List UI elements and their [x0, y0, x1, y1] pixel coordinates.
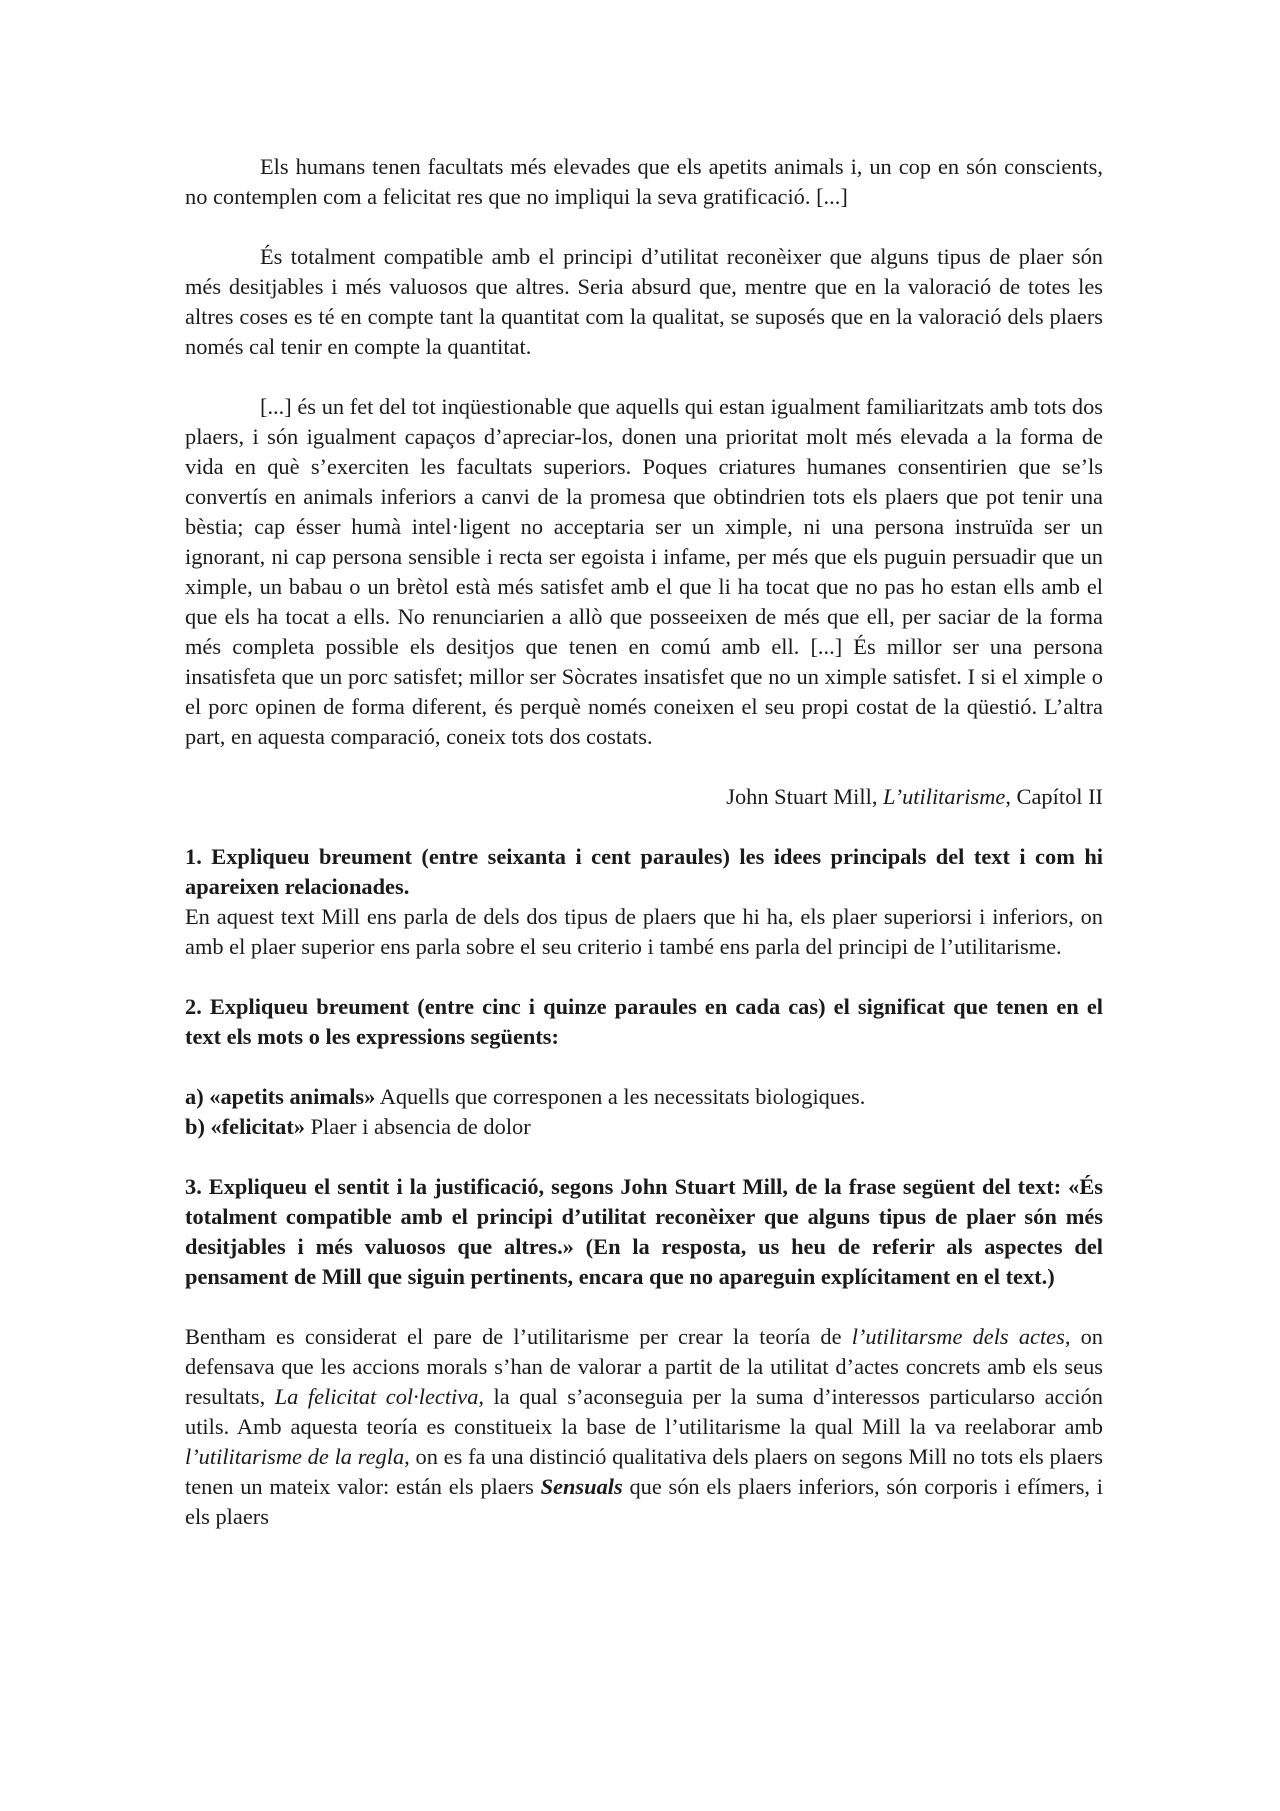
term-item-b: [185, 1112, 1103, 1142]
answer-italic-term: l’utilitarisme de la regla: [185, 1444, 405, 1469]
answer-text: que són els plaers inferiors, són corporis i efímers, i els plaers: [185, 1474, 1103, 1529]
answer-italic-term: l’utilitarsme dels actes: [851, 1324, 1065, 1349]
passage-paragraph-2: És totalment compatible amb el principi d’utilitat reconèixer que alguns tipus de plaer són més desitjables i més valuosos que altres. Seria absurd que, mentre que en la valoració de totes les altres coses es té en compte tant la quantitat com la qualitat, se suposés que en la valoració dels plaers només cal tenir en compte la quantitat.: [185, 244, 1103, 359]
answer-bold-italic-term: Sensuals: [540, 1474, 623, 1499]
answer-text: la qual s’aconseguia per la suma d’interessos particularso acción utils. Amb aquesta teoría es constitueix la base de l’utilitarisme la qual Mill la va reelaborar amb: [185, 1384, 1103, 1439]
answer-text: , on es fa una distinció qualitativa dels plaers on segons Mill no tots els plaers tenen un mateix valor: están els plaers: [185, 1444, 1103, 1499]
passage-paragraph-1: Els humans tenen facultats més elevades que els apetits animals i, un cop en són conscients, no contemplen com a felicitat res que no impliqui la seva gratificació. [...]: [185, 154, 1103, 209]
citation-work: L’utilitarisme: [883, 784, 1006, 809]
citation: [185, 782, 1103, 812]
question-2: 2. Expliqueu breument (entre cinc i quinze paraules en cada cas) el significat que tenen en el text els mots o les expressions següents:: [185, 994, 1103, 1049]
answer-3: [185, 1322, 1103, 1532]
passage-paragraph-3: [...] és un fet del tot inqüestionable que aquells qui estan igualment familiaritzats amb tots dos plaers, i són igualment capaços d’apreciar-los, donen una prioritat molt més elevada a la forma de vida en què s’exerciten les facultats superiors. Poques criatures humanes consentirien que se’ls convertís en animals inferiors a canvi de la promesa que obtindrien tots els plaers que pot tenir una bèstia; cap ésser humà intel·ligent no acceptaria ser un ximple, ni una persona instruïda ser un ignorant, ni cap persona sensible i recta ser egoista i infame, per més que els puguin persuadir que un ximple, un babau o un brètol està més satisfet amb el que li ha tocat que no pas ho estan ells amb el que els ha tocat a ells. No renunciarien a allò que posseeixen de més que ell, per saciar de la forma més completa possible els desitjos que tenen en comú amb ell. [...] És millor ser una persona insatisfeta que un porc satisfet; millor ser Sòcrates insatisfet que no un ximple satisfet. I si el ximple o el porc opinen de forma diferent, és perquè només coneixen el seu propi costat de la qüestió. L’altra part, en aquesta comparació, coneix tots dos costats.: [185, 394, 1103, 749]
term-answer: Plaer i absencia de dolor: [305, 1114, 531, 1139]
question-1: 1. Expliqueu breument (entre seixanta i cent paraules) les idees principals del text i com hi apareixen relacionades.: [185, 844, 1103, 899]
document-page: [185, 152, 1103, 1532]
term-label: b) «felicitat»: [185, 1114, 305, 1139]
citation-chapter: , Capítol II: [1005, 784, 1103, 809]
term-item-a: [185, 1082, 1103, 1112]
question-3: 3. Expliqueu el sentit i la justificació, segons John Stuart Mill, de la frase següent del text: «És totalment compatible amb el principi d’utilitat reconèixer que alguns tipus de plaer són més desitjables i més valuosos que altres.» (En la resposta, us heu de referir als aspectes del pensament de Mill que siguin pertinents, encara que no apareguin explícitament en el text.): [185, 1174, 1103, 1289]
answer-text: , on defensava que les accions morals s’han de valorar a partit de la utilitat d’actes concrets amb els seus resultats,: [185, 1324, 1103, 1409]
citation-author: John Stuart Mill,: [726, 784, 884, 809]
answer-1: En aquest text Mill ens parla de dels dos tipus de plaers que hi ha, els plaer superiorsi i inferiors, on amb el plaer superior ens parla sobre el seu criterio i també ens parla del principi de l’utilitarisme.: [185, 904, 1103, 959]
term-label: a) «apetits animals»: [185, 1084, 376, 1109]
answer-text: Bentham es considerat el pare de l’utilitarisme per crear la teoría de: [185, 1324, 852, 1349]
term-answer: Aquells que corresponen a les necessitats biologiques.: [375, 1084, 866, 1109]
answer-italic-term: La felicitat col·lectiva,: [274, 1384, 485, 1409]
